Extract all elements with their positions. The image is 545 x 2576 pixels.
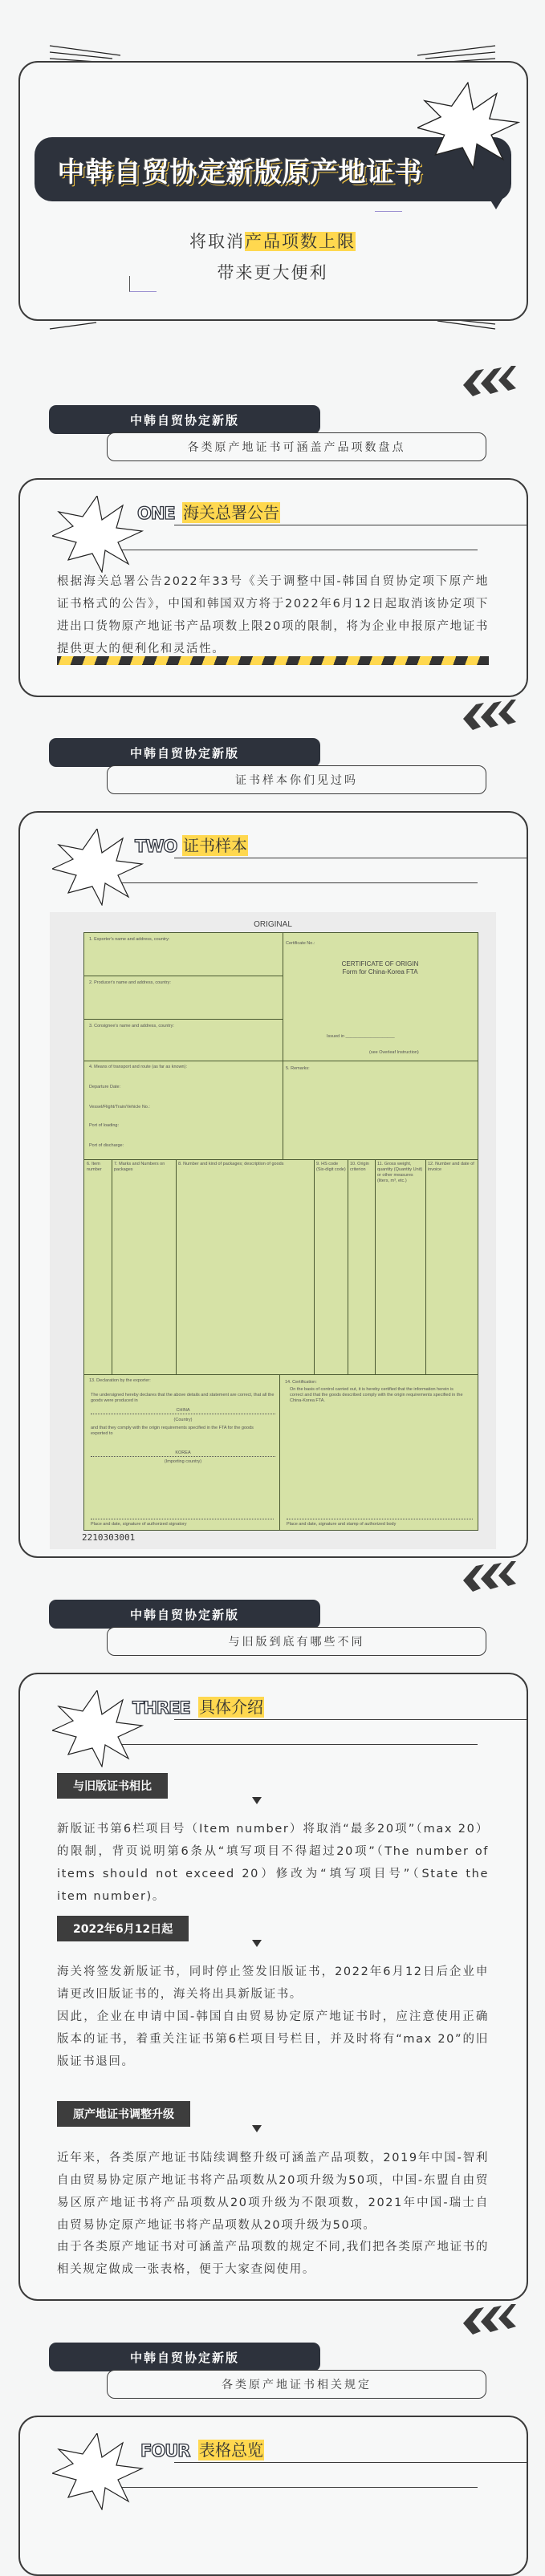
form-line (84, 1374, 478, 1375)
cert-importing-label: (Importing country) (164, 1459, 202, 1464)
cert-field-9: 9. HS code (Six-digit code) (316, 1162, 346, 1172)
cert-field-1: 1. Exporter's name and address, country: (89, 937, 170, 942)
cert-country-label: (Country) (173, 1418, 193, 1422)
cert-vessel: Vessel/Flight/Train/Vehicle No.: (89, 1105, 150, 1110)
form-line (375, 1159, 376, 1374)
hero-subtitle-line1 (0, 229, 545, 253)
cert-body-signature: Place and date, signature and stamp of authorized body (287, 1519, 473, 1527)
starburst-icon (52, 829, 144, 906)
section-title: 证书样本 (183, 836, 247, 855)
starburst-icon (52, 496, 144, 573)
paragraph: 海关将签发新版证书，同时停止签发旧版证书，2022年6月12日后企业申请更改旧版证书的，海关将出具新版证书。 (57, 1965, 489, 2001)
divider (174, 1719, 528, 1720)
cert-title: CERTIFICATE OF ORIGIN (341, 960, 419, 968)
chevrons-icon (460, 700, 518, 732)
subheading-tag: 与旧版证书相比 (57, 1773, 168, 1799)
subheading-tag: 原产地证书调整升级 (57, 2101, 190, 2127)
cert-exporter-signature: Place and date, signature of authorized signatory (91, 1519, 274, 1527)
cert-departure: Departure Date: (89, 1085, 121, 1089)
cert-overleaf: (see Overleaf Instruction) (369, 1050, 419, 1055)
cert-country-korea: KOREA (91, 1450, 275, 1457)
section-number: FOUR (140, 2441, 190, 2460)
section-subtitle: 证书样本你们见过吗 (107, 765, 486, 794)
form-line (279, 1374, 280, 1531)
starburst-icon (52, 2433, 144, 2510)
section-number: TWO (135, 837, 177, 856)
chevrons-icon (460, 2304, 518, 2336)
subheading-tag: 2022年6月12日起 (57, 1916, 189, 1941)
cert-subtitle: Form for China-Korea FTA (342, 968, 418, 976)
divider (122, 1744, 478, 1745)
section-card-four (18, 2416, 528, 2576)
cert-field-6: 6. Item number (87, 1162, 102, 1172)
cert-field-13: 13. Declaration by the exporter: (89, 1378, 151, 1383)
cert-original-label: ORIGINAL (254, 920, 292, 929)
speech-tail-icon (488, 199, 504, 210)
hero-sub-plain: 将取消 (189, 232, 245, 251)
cert-loading: Port of loading: (89, 1123, 119, 1128)
section-pill: 中韩自贸协定新版 (49, 405, 320, 434)
paragraph: 因此，企业在申请中国-韩国自由贸易协定原产地证书时，应注意使用正确版本的证书，着重关注证书第6栏项目号栏目，并及时将有“max 20”的旧版证书退回。 (57, 2010, 489, 2068)
down-triangle-icon (252, 1940, 262, 1947)
hero-subtitle-line2: 带来更大便利 (217, 263, 328, 282)
cert-country-china: CHINA (91, 1408, 275, 1414)
hero-sub-highlight: 产品项数上限 (245, 232, 356, 251)
down-triangle-icon (252, 1797, 262, 1804)
section-pill: 中韩自贸协定新版 (49, 2343, 320, 2371)
form-line (176, 1159, 177, 1374)
paragraph: 近年来，各类原产地证书陆续调整升级可涵盖产品项数，2019年中国-智利自由贸易协定原产地证书将产品项数从20项升级为50项，中国-东盟自由贸易区原产地证书将产品项数从20项升级为不限项数，2021年中国-瑞士自由贸易协定原产地证书将产品项数从20项升级为50项。 (57, 2152, 489, 2232)
divider (122, 2487, 478, 2488)
cert-discharge: Port of discharge: (89, 1143, 124, 1148)
section-number: ONE (137, 504, 175, 523)
cert-field-3: 3. Consignee's name and address, country: (89, 1024, 174, 1028)
decor-corner (129, 276, 157, 292)
cert-number-label: Certificate No.: (286, 941, 315, 946)
section-title: 具体介绍 (199, 1698, 263, 1717)
cert-certification-text: On the basis of control carried out, it is hereby certified that the information herein is correct and that the goods described comply with the origin requirements specified in the China-Korea FTA. (290, 1387, 463, 1403)
cert-declaration-text: The undersigned hereby declares that the above details and statement are correct, that all the goods were produced in (91, 1393, 275, 1403)
form-line (84, 1159, 478, 1160)
cert-field-11: 11. Gross weight, quantity (Quantity Unit) or other measures (liters, m³, etc.) (377, 1162, 423, 1183)
paragraph: 新版证书第6栏项目号（Item number）将取消“最多20项”（max 20）的限制，背页说明第6条从“填写项目不得超过20项”（The number of items should not exceed 20）修改为“填写项目号”（State the item number)。 (57, 1823, 489, 1903)
divider (174, 2462, 528, 2463)
chevrons-icon (460, 1561, 518, 1593)
caution-stripe (57, 656, 489, 665)
cert-field-2: 2. Producer's name and address, country: (89, 980, 171, 985)
section-title: 海关总署公告 (183, 503, 279, 522)
section-subtitle: 各类原产地证书可涵盖产品项数盘点 (107, 432, 486, 461)
cert-field-14: 14. Certification: (285, 1380, 317, 1385)
cert-field-5: 5. Remarks: (286, 1066, 310, 1071)
hero-title: 中韩自贸协定新版原产地证书 (57, 156, 423, 189)
paragraph: 由于各类原产地证书对可涵盖产品项数的规定不同,我们把各类原产地证书的相关规定做成一张表格，便于大家查阅使用。 (57, 2241, 489, 2276)
section-pill: 中韩自贸协定新版 (49, 1600, 320, 1629)
starburst-icon (52, 1690, 144, 1767)
certificate-form (83, 932, 478, 1531)
cert-field-10: 10. Origin criterion (350, 1162, 369, 1172)
cert-field-12: 12. Number and date of invoice (428, 1162, 474, 1172)
divider (122, 882, 478, 883)
announcement-paragraph: 根据海关总署公告2022年33号《关于调整中国-韩国自贸协定项下原产地证书格式的公告》，中国和韩国双方将于2022年6月12日起取消该协定项下进出口货物原产地证书产品项数上限20项的限制，将为企业申报原产地证书提供更大的便利化和灵活性。 (57, 575, 489, 655)
section-subtitle: 与旧版到底有哪些不同 (107, 1627, 486, 1656)
section-pill: 中韩自贸协定新版 (49, 738, 320, 767)
form-line (425, 1159, 426, 1374)
section-subtitle: 各类原产地证书相关规定 (107, 2370, 486, 2399)
form-line (314, 1159, 315, 1374)
section-number: THREE (132, 1698, 190, 1718)
section-title: 表格总览 (199, 2440, 263, 2460)
cert-field-8: 8. Number and kind of packages; description of goods (178, 1162, 284, 1166)
cert-field-4: 4. Means of transport and route (as far as known): (89, 1065, 187, 1069)
down-triangle-icon (252, 2125, 262, 2132)
chevrons-icon (460, 366, 518, 398)
cert-declaration-text2: and that they comply with the origin requirements specified in the FTA for the goods exported to (91, 1426, 254, 1436)
cert-serial: 2210303001 (82, 1532, 136, 1543)
cert-issued-in: Issued in ____________________ (327, 1034, 395, 1039)
cert-field-7: 7. Marks and Numbers on packages (114, 1162, 165, 1172)
form-line (84, 1019, 283, 1020)
decor-line (375, 211, 402, 212)
